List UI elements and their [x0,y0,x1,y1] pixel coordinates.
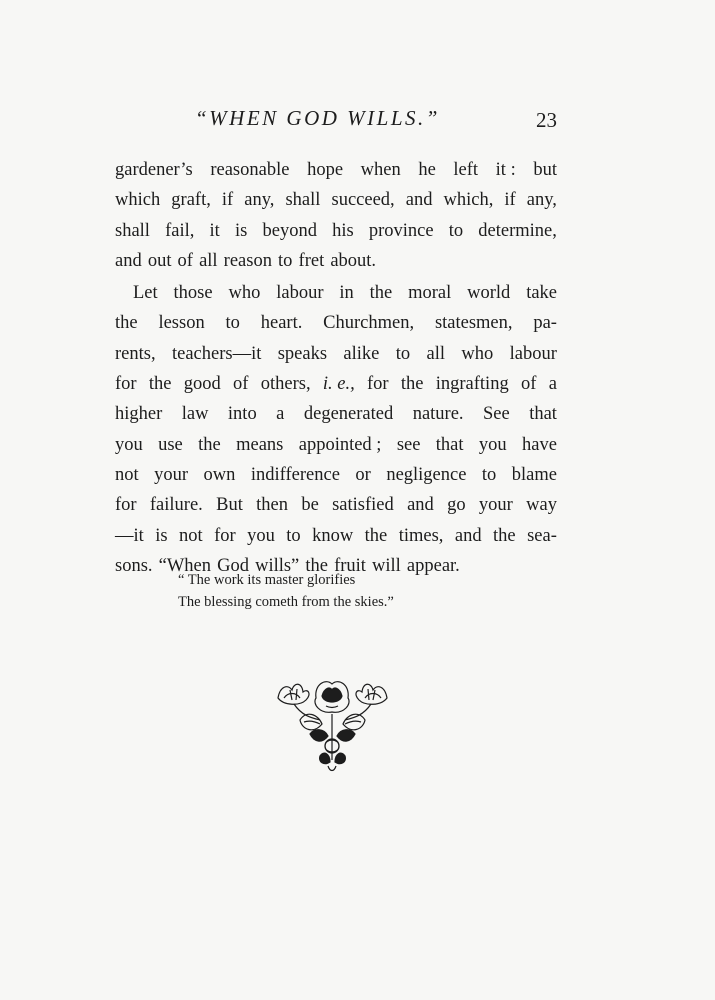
word: beyond [262,220,317,241]
word: sons. [115,555,153,576]
word: law [181,404,209,425]
word: a [276,404,285,425]
text-line [115,399,557,429]
word: means [236,434,284,455]
word: gardener’s [115,160,193,180]
word: wills” [255,555,300,576]
word: and [115,250,142,271]
word: any, [244,190,275,211]
text-line [115,185,557,215]
text-line [115,460,557,490]
word: heart. [260,313,303,334]
word: into [227,404,257,425]
word: of [520,374,537,395]
word: lesson [158,313,205,334]
word: of [177,250,193,271]
word: the [115,313,138,334]
word: higher [115,404,163,425]
word: negligence [386,464,467,485]
word: for [115,374,137,395]
word: or [355,464,371,485]
word: to [278,250,293,271]
word: statesmen, [434,313,513,334]
word: it : [495,160,516,180]
word: shall [285,190,321,211]
word: be [301,495,319,516]
floral-tailpiece-icon [270,676,395,774]
word: teachers—it [171,343,262,364]
word: own [203,464,236,485]
page-number: 23 [536,108,557,132]
word: But [216,495,243,516]
body-text [115,155,557,581]
word: then [256,495,289,516]
word: times, [398,525,444,546]
word: reason [223,250,272,271]
word: and [405,190,433,211]
epigraph-line: The blessing cometh from the skies.” [178,594,394,610]
word: but [533,160,557,180]
word: shall [115,220,150,241]
word: those [173,283,213,304]
text-line [115,155,557,185]
word: ingrafting [435,374,509,395]
word: the [369,283,393,304]
word: you [478,434,507,455]
word: if [221,190,234,211]
word: appear. [406,555,460,576]
word: the [198,434,221,455]
word: fret [298,250,325,271]
text-line [115,308,557,338]
word: will [372,555,401,576]
word: that [529,404,557,425]
word: labour [276,283,324,304]
word: and [454,525,482,546]
word: to [395,343,411,364]
text-line [115,521,557,551]
word: the [148,374,172,395]
word: world [467,283,511,304]
word: graft, [171,190,211,211]
word: to [448,220,464,241]
word: good [183,374,221,395]
word: moral [408,283,452,304]
word: others, [260,374,311,395]
text-line [115,430,557,460]
text-line [115,369,557,399]
word: alike [343,343,380,364]
word: for [115,495,137,516]
epigraph-line: “ The work its master glorifies [178,572,356,588]
word: of [233,374,249,395]
word: see [396,434,421,455]
word: any, [526,190,557,211]
running-head [115,106,557,136]
word: failure. [149,495,203,516]
word: to [225,313,240,334]
word: out [147,250,172,271]
epigraph [178,569,394,613]
word: satisfied [332,495,394,516]
word: if [504,190,516,211]
word: is [155,525,168,546]
word: to [481,464,497,485]
word: hope [307,160,344,180]
word: and [407,495,434,516]
word: determine, [478,220,557,241]
word: take [526,283,557,304]
text-line [115,339,557,369]
word: which [115,190,161,211]
word: labour [509,343,557,364]
word: when [360,160,401,180]
word: province [368,220,434,241]
word: appointed ; [298,434,382,455]
word: rents, [115,343,156,364]
word: the [364,525,388,546]
word: your [478,495,513,516]
word: for [367,374,389,395]
text-line [115,278,557,308]
word: Let [133,283,158,304]
word: fail, [165,220,195,241]
word: indifference [250,464,340,485]
word: speaks [277,343,328,364]
word: “When [158,555,212,576]
word: not [115,464,139,485]
word: —it [115,525,144,546]
word: all [426,343,446,364]
word: pa- [533,313,557,334]
word: nature. [412,404,464,425]
word: fruit [334,555,366,576]
text-line [115,216,557,246]
word: way [526,495,557,516]
word: about. [330,250,377,271]
word: he [418,160,436,180]
word: use [158,434,183,455]
word: sea- [527,525,557,546]
word: reasonable [210,160,290,180]
word: the [400,374,424,395]
word: is [234,220,248,241]
word: for [214,525,236,546]
word: left [453,160,479,180]
running-title: “WHEN GOD WILLS.” [195,106,440,130]
word: degenerated [303,404,394,425]
text-line [115,246,557,276]
word: not [179,525,203,546]
word: God [217,555,249,576]
word: know [312,525,354,546]
word: who [461,343,494,364]
word: in [339,283,354,304]
word: you [247,525,275,546]
word: a [548,374,557,395]
word: have [522,434,557,455]
word: which, [443,190,494,211]
word: Churchmen, [323,313,415,334]
word: that [435,434,464,455]
word: blame [511,464,557,485]
word: i. e., [322,374,355,395]
word: who [228,283,261,304]
word: it [209,220,220,241]
word: your [154,464,189,485]
text-line [115,490,557,520]
word: you [115,434,143,455]
word: his [332,220,354,241]
word: the [305,555,328,576]
word: to [286,525,301,546]
word: the [493,525,516,546]
word: go [447,495,466,516]
word: all [199,250,218,271]
word: See [483,404,510,425]
word: succeed, [331,190,395,211]
